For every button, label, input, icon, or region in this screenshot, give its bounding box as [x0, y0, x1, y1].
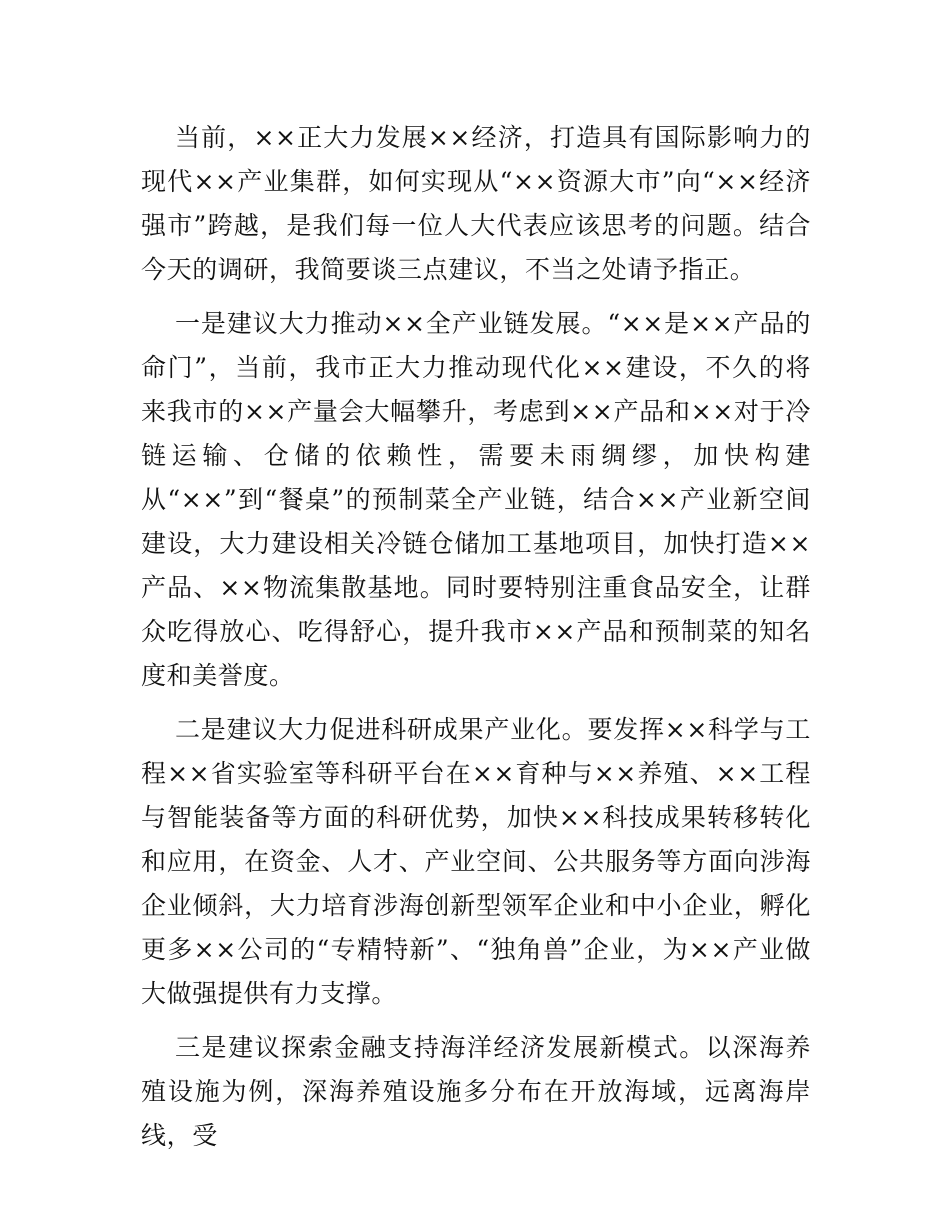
paragraph-intro: 当前，××正大力发展××经济，打造具有国际影响力的现代××产业集群，如何实现从“××资源大市”向“××经济强市”跨越，是我们每一位人大代表应该思考的问题。结合今天的调研，我简要谈三点建议，不当之处请予指正。	[141, 123, 811, 284]
paragraph-suggestion-two: 二是建议大力促进科研成果产业化。要发挥××科学与工程××省实验室等科研平台在××育种与××养殖、××工程与智能装备等方面的科研优势，加快××科技成果转移转化和应用，在资金、人才、产业空间、公共服务等方面向涉海企业倾斜，大力培育涉海创新型领军企业和中小企业，孵化更多××公司的“专精特新”、“独角兽”企业，为××产业做大做强提供有力支撑。	[141, 715, 811, 1008]
paragraph-suggestion-one: 一是建议大力推动××全产业链发展。“××是××产品的命门”，当前，我市正大力推动现代化××建设，不久的将来我市的××产量会大幅攀升，考虑到××产品和××对于冷链运输、仓储的依赖性，需要未雨绸缪，加快构建从“××”到“餐桌”的预制菜全产业链，结合××产业新空间建设，大力建设相关冷链仓储加工基地项目，加快打造××产品、××物流集散基地。同时要特别注重食品安全，让群众吃得放心、吃得舒心，提升我市××产品和预制菜的知名度和美誉度。	[141, 309, 811, 690]
paragraph-suggestion-three: 三是建议探索金融支持海洋经济发展新模式。以深海养殖设施为例，深海养殖设施多分布在开放海域，远离海岸线，受	[141, 1033, 811, 1150]
